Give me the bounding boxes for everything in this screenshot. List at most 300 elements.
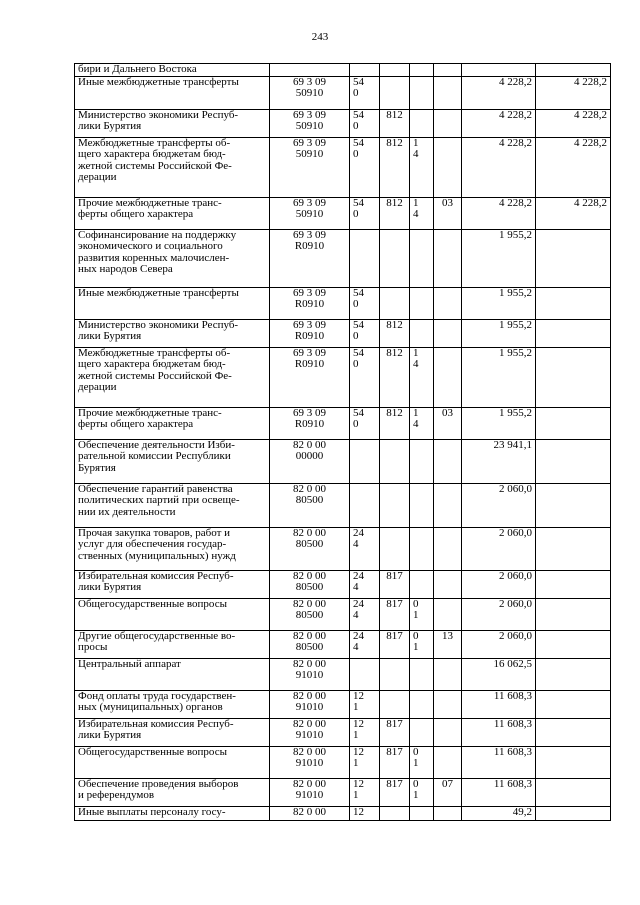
sum1-cell-text: 4 228,2 xyxy=(499,136,532,149)
code-cell-text: 69 3 09 R0910 xyxy=(293,318,326,342)
sum1-cell-text: 1 955,2 xyxy=(499,346,532,359)
rz-cell xyxy=(410,746,434,778)
sum2-cell-text: 4 228,2 xyxy=(574,75,607,88)
code-cell xyxy=(270,287,350,319)
code-cell xyxy=(270,137,350,197)
pr-cell xyxy=(434,137,462,197)
table-body xyxy=(75,64,611,821)
name-cell xyxy=(75,109,270,137)
sum2-cell xyxy=(536,64,611,77)
sum1-cell xyxy=(462,64,536,77)
code-cell xyxy=(270,197,350,229)
code-cell xyxy=(270,746,350,778)
pr-cell xyxy=(434,630,462,658)
code-cell xyxy=(270,718,350,746)
pr-cell-text: 03 xyxy=(442,196,453,209)
vr-cell xyxy=(350,64,380,77)
sum1-cell-text: 11 608,3 xyxy=(493,717,532,730)
name-cell-text: Обеспечение проведения выборов и референдумов xyxy=(78,777,239,801)
name-cell-text: Иные выплаты персоналу госу- xyxy=(78,805,226,818)
rz-cell-text: 0 1 xyxy=(413,745,419,769)
rz-cell xyxy=(410,718,434,746)
name-cell xyxy=(75,407,270,439)
pr-cell xyxy=(434,483,462,527)
vr-cell-text: 12 1 xyxy=(353,745,364,769)
grbs-cell xyxy=(380,746,410,778)
code-cell xyxy=(270,319,350,347)
code-cell xyxy=(270,76,350,109)
grbs-cell xyxy=(380,229,410,287)
code-cell xyxy=(270,570,350,598)
grbs-cell xyxy=(380,570,410,598)
grbs-cell xyxy=(380,64,410,77)
sum2-cell xyxy=(536,287,611,319)
sum1-cell xyxy=(462,658,536,690)
vr-cell xyxy=(350,778,380,806)
rz-cell xyxy=(410,690,434,718)
vr-cell xyxy=(350,746,380,778)
rz-cell-text: 0 1 xyxy=(413,629,419,653)
sum1-cell xyxy=(462,229,536,287)
sum1-cell xyxy=(462,347,536,407)
grbs-cell-text: 812 xyxy=(386,136,403,149)
code-cell-text: 69 3 09 R0910 xyxy=(293,286,326,310)
table-row xyxy=(75,483,611,527)
vr-cell-text: 54 0 xyxy=(353,406,364,430)
sum2-cell-text: 4 228,2 xyxy=(574,136,607,149)
sum1-cell-text: 2 060,0 xyxy=(499,482,532,495)
name-cell xyxy=(75,570,270,598)
budget-table xyxy=(74,63,611,821)
grbs-cell-text: 817 xyxy=(386,569,403,582)
table-row xyxy=(75,806,611,820)
vr-cell-text: 54 0 xyxy=(353,196,364,220)
rz-cell xyxy=(410,229,434,287)
page-number: 243 xyxy=(311,31,329,43)
sum2-cell xyxy=(536,197,611,229)
vr-cell-text: 54 0 xyxy=(353,75,364,99)
rz-cell-text: 1 4 xyxy=(413,346,419,370)
rz-cell-text: 1 4 xyxy=(413,196,419,220)
name-cell xyxy=(75,746,270,778)
table-row xyxy=(75,658,611,690)
code-cell-text: 82 0 00 80500 xyxy=(293,569,326,593)
sum1-cell-text: 4 228,2 xyxy=(499,196,532,209)
vr-cell xyxy=(350,347,380,407)
pr-cell xyxy=(434,746,462,778)
grbs-cell xyxy=(380,109,410,137)
name-cell xyxy=(75,197,270,229)
name-cell-text: Прочие межбюджетные транс- ферты общего характера xyxy=(78,196,222,220)
rz-cell xyxy=(410,347,434,407)
code-cell-text: 82 0 00 91010 xyxy=(293,689,326,713)
code-cell xyxy=(270,229,350,287)
code-cell-text: 69 3 09 50910 xyxy=(293,75,326,99)
name-cell xyxy=(75,658,270,690)
sum2-cell-text: 4 228,2 xyxy=(574,196,607,209)
vr-cell xyxy=(350,718,380,746)
grbs-cell xyxy=(380,718,410,746)
table-row xyxy=(75,64,611,77)
name-cell-text: Межбюджетные трансферты об- щего характера бюджетам бюд- жетной системы Российской Фе- дерации xyxy=(78,346,232,393)
sum1-cell xyxy=(462,76,536,109)
code-cell-text: 82 0 00 00000 xyxy=(293,438,326,462)
grbs-cell xyxy=(380,483,410,527)
name-cell-text: Иные межбюджетные трансферты xyxy=(78,286,239,299)
vr-cell xyxy=(350,439,380,483)
table-row xyxy=(75,287,611,319)
table-row xyxy=(75,319,611,347)
sum1-cell-text: 11 608,3 xyxy=(493,689,532,702)
grbs-cell-text: 812 xyxy=(386,346,403,359)
sum1-cell-text: 2 060,0 xyxy=(499,526,532,539)
name-cell xyxy=(75,483,270,527)
sum2-cell xyxy=(536,630,611,658)
name-cell xyxy=(75,718,270,746)
code-cell-text: 82 0 00 91010 xyxy=(293,657,326,681)
vr-cell xyxy=(350,690,380,718)
sum1-cell xyxy=(462,197,536,229)
pr-cell-text: 13 xyxy=(442,629,453,642)
vr-cell-text: 24 4 xyxy=(353,597,364,621)
vr-cell xyxy=(350,598,380,630)
sum1-cell xyxy=(462,718,536,746)
vr-cell-text: 12 1 xyxy=(353,777,364,801)
code-cell xyxy=(270,527,350,570)
rz-cell xyxy=(410,76,434,109)
grbs-cell xyxy=(380,197,410,229)
code-cell xyxy=(270,598,350,630)
pr-cell xyxy=(434,407,462,439)
vr-cell-text: 12 1 xyxy=(353,717,364,741)
name-cell-text: Прочие межбюджетные транс- ферты общего характера xyxy=(78,406,222,430)
name-cell-text: Иные межбюджетные трансферты xyxy=(78,75,239,88)
vr-cell-text: 24 4 xyxy=(353,526,364,550)
name-cell xyxy=(75,76,270,109)
rz-cell xyxy=(410,630,434,658)
rz-cell xyxy=(410,137,434,197)
sum2-cell xyxy=(536,570,611,598)
name-cell-text: Избирательная комиссия Респуб- лики Бурятия xyxy=(78,569,234,593)
grbs-cell xyxy=(380,598,410,630)
rz-cell xyxy=(410,439,434,483)
rz-cell xyxy=(410,64,434,77)
name-cell-text: Министерство экономики Респуб- лики Бурятия xyxy=(78,108,239,132)
rz-cell-text: 0 1 xyxy=(413,597,419,621)
sum2-cell xyxy=(536,598,611,630)
grbs-cell-text: 817 xyxy=(386,777,403,790)
sum2-cell xyxy=(536,347,611,407)
name-cell-text: Общегосударственные вопросы xyxy=(78,597,227,610)
sum1-cell-text: 1 955,2 xyxy=(499,318,532,331)
name-cell-text: Обеспечение деятельности Изби- рательной комиссии Республики Бурятия xyxy=(78,438,235,474)
code-cell xyxy=(270,658,350,690)
grbs-cell-text: 812 xyxy=(386,318,403,331)
code-cell-text: 82 0 00 80500 xyxy=(293,597,326,621)
name-cell xyxy=(75,287,270,319)
vr-cell xyxy=(350,109,380,137)
code-cell xyxy=(270,109,350,137)
code-cell-text: 82 0 00 80500 xyxy=(293,482,326,506)
pr-cell xyxy=(434,109,462,137)
pr-cell-text: 07 xyxy=(442,777,453,790)
sum1-cell xyxy=(462,690,536,718)
vr-cell xyxy=(350,407,380,439)
code-cell-text: 82 0 00 91010 xyxy=(293,777,326,801)
name-cell-text: Избирательная комиссия Респуб- лики Бурятия xyxy=(78,717,234,741)
name-cell-text: Общегосударственные вопросы xyxy=(78,745,227,758)
vr-cell-text: 54 0 xyxy=(353,318,364,342)
code-cell xyxy=(270,630,350,658)
name-cell-text: Другие общегосударственные во- просы xyxy=(78,629,236,653)
grbs-cell-text: 812 xyxy=(386,406,403,419)
sum1-cell-text: 2 060,0 xyxy=(499,569,532,582)
vr-cell xyxy=(350,570,380,598)
vr-cell-text: 12 xyxy=(353,805,364,818)
code-cell-text: 82 0 00 80500 xyxy=(293,526,326,550)
pr-cell xyxy=(434,598,462,630)
sum1-cell-text: 1 955,2 xyxy=(499,228,532,241)
name-cell xyxy=(75,439,270,483)
vr-cell xyxy=(350,76,380,109)
sum2-cell xyxy=(536,483,611,527)
sum1-cell-text: 16 062,5 xyxy=(493,657,532,670)
name-cell xyxy=(75,137,270,197)
grbs-cell xyxy=(380,806,410,820)
table-row xyxy=(75,439,611,483)
rz-cell xyxy=(410,658,434,690)
pr-cell xyxy=(434,319,462,347)
vr-cell-text: 24 4 xyxy=(353,569,364,593)
name-cell xyxy=(75,347,270,407)
sum2-cell xyxy=(536,806,611,820)
table-row xyxy=(75,407,611,439)
sum1-cell-text: 1 955,2 xyxy=(499,286,532,299)
table-row xyxy=(75,690,611,718)
vr-cell-text: 12 1 xyxy=(353,689,364,713)
sum1-cell-text: 2 060,0 xyxy=(499,597,532,610)
rz-cell xyxy=(410,598,434,630)
sum1-cell-text: 4 228,2 xyxy=(499,108,532,121)
vr-cell xyxy=(350,527,380,570)
code-cell xyxy=(270,407,350,439)
vr-cell-text: 54 0 xyxy=(353,108,364,132)
vr-cell xyxy=(350,630,380,658)
grbs-cell-text: 817 xyxy=(386,597,403,610)
code-cell xyxy=(270,347,350,407)
sum1-cell-text: 4 228,2 xyxy=(499,75,532,88)
grbs-cell-text: 812 xyxy=(386,196,403,209)
grbs-cell xyxy=(380,527,410,570)
grbs-cell xyxy=(380,407,410,439)
rz-cell xyxy=(410,319,434,347)
grbs-cell xyxy=(380,76,410,109)
table-row xyxy=(75,229,611,287)
grbs-cell xyxy=(380,319,410,347)
table-row xyxy=(75,109,611,137)
pr-cell xyxy=(434,439,462,483)
code-cell-text: 69 3 09 R0910 xyxy=(293,346,326,370)
name-cell-text: Министерство экономики Респуб- лики Бурятия xyxy=(78,318,239,342)
grbs-cell-text: 817 xyxy=(386,717,403,730)
rz-cell xyxy=(410,197,434,229)
vr-cell-text: 54 0 xyxy=(353,346,364,370)
table-row xyxy=(75,527,611,570)
code-cell-text: 69 3 09 50910 xyxy=(293,108,326,132)
table-row xyxy=(75,598,611,630)
table-row xyxy=(75,137,611,197)
rz-cell xyxy=(410,806,434,820)
rz-cell xyxy=(410,483,434,527)
table-row xyxy=(75,746,611,778)
sum2-cell xyxy=(536,658,611,690)
name-cell-text: Софинансирование на поддержку экономического и социального развития коренных малочислен- ных народов Севера xyxy=(78,228,237,275)
code-cell xyxy=(270,806,350,820)
rz-cell xyxy=(410,407,434,439)
rz-cell xyxy=(410,570,434,598)
vr-cell xyxy=(350,287,380,319)
name-cell-text: Межбюджетные трансферты об- щего характера бюджетам бюд- жетной системы Российской Фе- дерации xyxy=(78,136,232,183)
name-cell xyxy=(75,64,270,77)
sum2-cell xyxy=(536,527,611,570)
sum1-cell xyxy=(462,527,536,570)
sum1-cell xyxy=(462,439,536,483)
vr-cell-text: 54 0 xyxy=(353,136,364,160)
grbs-cell xyxy=(380,439,410,483)
pr-cell xyxy=(434,527,462,570)
code-cell-text: 82 0 00 91010 xyxy=(293,745,326,769)
grbs-cell-text: 817 xyxy=(386,629,403,642)
name-cell xyxy=(75,229,270,287)
code-cell-text: 69 3 09 50910 xyxy=(293,196,326,220)
sum1-cell xyxy=(462,483,536,527)
sum1-cell-text: 11 608,3 xyxy=(493,745,532,758)
pr-cell xyxy=(434,76,462,109)
grbs-cell xyxy=(380,137,410,197)
rz-cell-text: 1 4 xyxy=(413,136,419,160)
sum1-cell xyxy=(462,778,536,806)
sum1-cell xyxy=(462,319,536,347)
sum2-cell xyxy=(536,439,611,483)
sum2-cell xyxy=(536,718,611,746)
sum1-cell xyxy=(462,570,536,598)
sum2-cell xyxy=(536,109,611,137)
sum1-cell xyxy=(462,806,536,820)
pr-cell-text: 03 xyxy=(442,406,453,419)
code-cell-text: 82 0 00 xyxy=(293,805,326,818)
sum1-cell-text: 2 060,0 xyxy=(499,629,532,642)
grbs-cell xyxy=(380,690,410,718)
name-cell-text: бири и Дальнего Востока xyxy=(78,63,197,75)
grbs-cell xyxy=(380,658,410,690)
vr-cell-text: 24 4 xyxy=(353,629,364,653)
sum2-cell xyxy=(536,137,611,197)
name-cell xyxy=(75,806,270,820)
vr-cell xyxy=(350,137,380,197)
name-cell-text: Центральный аппарат xyxy=(78,657,181,670)
vr-cell xyxy=(350,229,380,287)
pr-cell xyxy=(434,690,462,718)
sum2-cell xyxy=(536,229,611,287)
sum1-cell-text: 11 608,3 xyxy=(493,777,532,790)
vr-cell xyxy=(350,483,380,527)
rz-cell-text: 1 4 xyxy=(413,406,419,430)
pr-cell xyxy=(434,806,462,820)
name-cell xyxy=(75,778,270,806)
pr-cell xyxy=(434,570,462,598)
pr-cell xyxy=(434,347,462,407)
sum1-cell xyxy=(462,598,536,630)
rz-cell xyxy=(410,109,434,137)
sum2-cell-text: 4 228,2 xyxy=(574,108,607,121)
code-cell xyxy=(270,690,350,718)
pr-cell xyxy=(434,229,462,287)
pr-cell xyxy=(434,287,462,319)
vr-cell xyxy=(350,319,380,347)
sum1-cell-text: 1 955,2 xyxy=(499,406,532,419)
name-cell xyxy=(75,690,270,718)
pr-cell xyxy=(434,197,462,229)
pr-cell xyxy=(434,658,462,690)
pr-cell xyxy=(434,64,462,77)
table-row xyxy=(75,347,611,407)
rz-cell-text: 0 1 xyxy=(413,777,419,801)
code-cell-text: 69 3 09 R0910 xyxy=(293,406,326,430)
name-cell xyxy=(75,598,270,630)
pr-cell xyxy=(434,778,462,806)
code-cell-text: 82 0 00 80500 xyxy=(293,629,326,653)
grbs-cell-text: 812 xyxy=(386,108,403,121)
sum2-cell xyxy=(536,690,611,718)
code-cell-text: 82 0 00 91010 xyxy=(293,717,326,741)
sum1-cell xyxy=(462,137,536,197)
table-row xyxy=(75,76,611,109)
grbs-cell xyxy=(380,630,410,658)
sum1-cell xyxy=(462,407,536,439)
rz-cell xyxy=(410,778,434,806)
sum2-cell xyxy=(536,746,611,778)
rz-cell xyxy=(410,287,434,319)
sum1-cell xyxy=(462,630,536,658)
sum1-cell xyxy=(462,109,536,137)
sum2-cell xyxy=(536,778,611,806)
grbs-cell xyxy=(380,287,410,319)
vr-cell xyxy=(350,658,380,690)
code-cell xyxy=(270,439,350,483)
name-cell-text: Прочая закупка товаров, работ и услуг для обеспечения государ- ственных (муниципальных) нужд xyxy=(78,526,236,562)
code-cell xyxy=(270,483,350,527)
code-cell-text: 69 3 09 R0910 xyxy=(293,228,326,252)
sum2-cell xyxy=(536,407,611,439)
table-row xyxy=(75,197,611,229)
sum1-cell xyxy=(462,746,536,778)
table-row xyxy=(75,718,611,746)
rz-cell xyxy=(410,527,434,570)
sum1-cell xyxy=(462,287,536,319)
table-row xyxy=(75,570,611,598)
name-cell-text: Фонд оплаты труда государствен- ных (муниципальных) органов xyxy=(78,689,236,713)
vr-cell-text: 54 0 xyxy=(353,286,364,310)
grbs-cell xyxy=(380,778,410,806)
sum1-cell-text: 49,2 xyxy=(512,805,532,818)
name-cell xyxy=(75,527,270,570)
grbs-cell-text: 817 xyxy=(386,745,403,758)
code-cell-text: 69 3 09 50910 xyxy=(293,136,326,160)
name-cell-text: Обеспечение гарантий равенства политических партий при освеще- нии их деятельности xyxy=(78,482,240,518)
sum1-cell-text: 23 941,1 xyxy=(493,438,532,451)
pr-cell xyxy=(434,718,462,746)
table-row xyxy=(75,630,611,658)
